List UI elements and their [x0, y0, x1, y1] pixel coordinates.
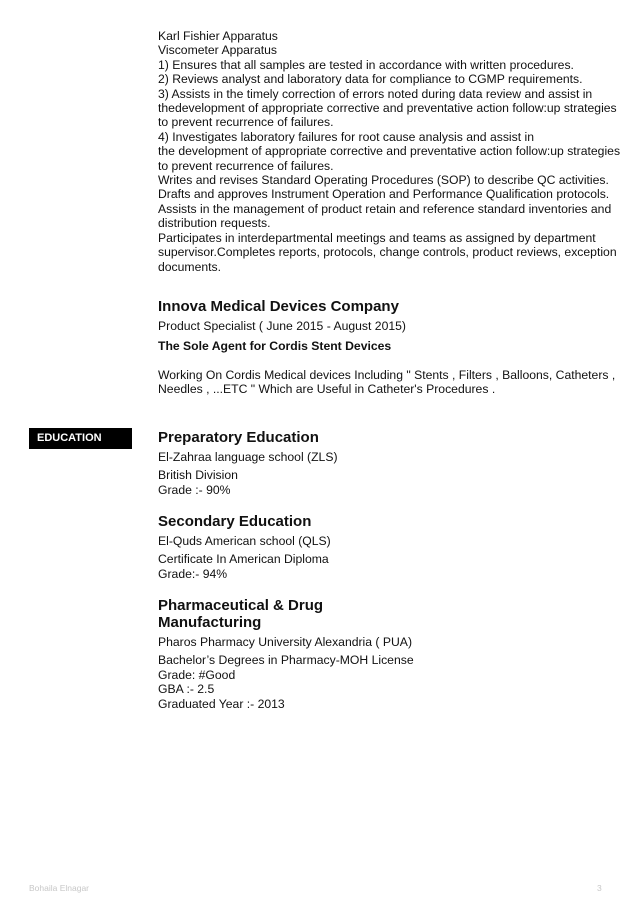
- text-line: the development of appropriate corrective and preventative action follow:up strategies: [158, 144, 621, 159]
- job-entry-innova: [158, 298, 616, 397]
- education-title: Manufacturing: [158, 614, 262, 631]
- education-detail: GBA :- 2.5: [158, 682, 215, 697]
- education-detail: Grade:- 94%: [158, 566, 228, 581]
- job-description-line: Working On Cordis Medical devices Including " Stents , Filters , Balloons, Catheters ,: [158, 367, 616, 382]
- page-number: 3: [597, 883, 602, 893]
- text-line: to prevent recurrence of failures.: [158, 115, 334, 130]
- job-role: Product Specialist ( June 2015 - August 2015): [158, 319, 406, 333]
- education-title: Pharmaceutical & Drug: [158, 597, 324, 614]
- company-name: Innova Medical Devices Company: [158, 298, 399, 315]
- text-line: Writes and revises Standard Operating Procedures (SOP) to describe QC activities.: [158, 173, 609, 188]
- experience-continued: [158, 29, 621, 274]
- company-tagline: The Sole Agent for Cordis Stent Devices: [158, 339, 392, 354]
- text-line: distribution requests.: [158, 216, 271, 231]
- education-title: Preparatory Education: [158, 429, 319, 446]
- footer-name: Bohaila Elnagar: [29, 883, 90, 893]
- education-entry-secondary: [158, 513, 613, 581]
- education-detail: Graduated Year :- 2013: [158, 696, 285, 711]
- text-line: Participates in interdepartmental meetings and teams as assigned by department: [158, 230, 596, 245]
- text-line: thedevelopment of appropriate corrective and preventative action follow:up strategies: [158, 101, 617, 116]
- education-entry-pharmacy: [158, 597, 613, 711]
- education-detail: Bachelor’s Degrees in Pharmacy-MOH License: [158, 653, 414, 668]
- text-line: 4) Investigates laboratory failures for root cause analysis and assist in: [158, 129, 534, 144]
- text-line: Karl Fishier Apparatus: [158, 29, 278, 43]
- text-line: 2) Reviews analyst and laboratory data for compliance to CGMP requirements.: [158, 72, 583, 87]
- education-detail: Certificate In American Diploma: [158, 552, 329, 567]
- school-name: El-Zahraa language school (ZLS): [158, 450, 338, 464]
- text-line: 3) Assists in the timely correction of errors noted during data review and assist in: [158, 86, 593, 101]
- education-section-label: EDUCATION: [29, 428, 132, 449]
- text-line: Drafts and approves Instrument Operation and Performance Qualification protocols.: [158, 187, 610, 202]
- text-line: to prevent recurrence of failures.: [158, 158, 334, 173]
- text-line: documents.: [158, 259, 222, 274]
- education-detail: Grade: #Good: [158, 667, 236, 682]
- text-line: 1) Ensures that all samples are tested in accordance with written procedures.: [158, 57, 574, 72]
- education-title: Secondary Education: [158, 513, 312, 530]
- text-line: supervisor.Completes reports, protocols, change controls, product reviews, exception: [158, 245, 617, 260]
- education-detail: Grade :- 90%: [158, 482, 231, 497]
- education-detail: British Division: [158, 468, 238, 483]
- education-entry-preparatory: [158, 429, 613, 497]
- text-line: Assists in the management of product retain and reference standard inventories and: [158, 201, 612, 216]
- job-description-line: Needles , ...ETC " Which are Useful in Catheter's Procedures .: [158, 382, 496, 397]
- text-line: Viscometer Apparatus: [158, 43, 278, 58]
- school-name: El-Quds American school (QLS): [158, 534, 331, 548]
- school-name: Pharos Pharmacy University Alexandria ( PUA): [158, 635, 412, 649]
